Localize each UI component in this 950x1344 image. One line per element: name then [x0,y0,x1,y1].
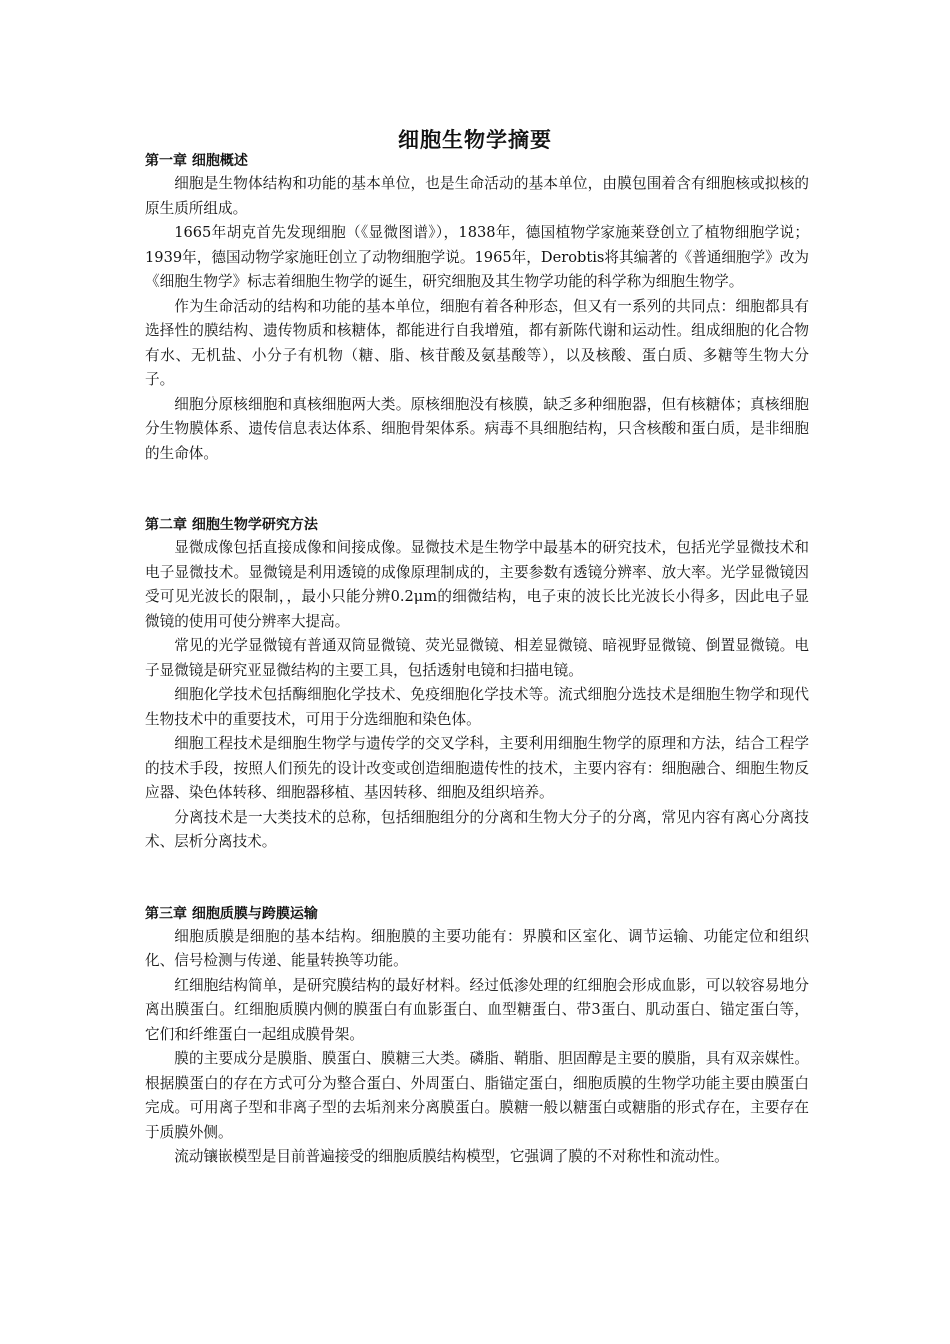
paragraph: 细胞工程技术是细胞生物学与遗传学的交叉学科，主要利用细胞生物学的原理和方法，结合工程学的技术手段，按照人们预先的设计改变或创造细胞遗传性的技术，主要内容有：细胞融合、细胞生物反应器、染色体转移、细胞器移植、基因转移、细胞及组织培养。 [145,735,809,801]
chapter-2 [145,514,809,855]
paragraph: 红细胞结构简单，是研究膜结构的最好材料。经过低渗处理的红细胞会形成血影，可以较容易地分离出膜蛋白。红细胞质膜内侧的膜蛋白有血影蛋白、血型糖蛋白、带3蛋白、肌动蛋白、锚定蛋白等，它们和纤维蛋白一起组成膜骨架。 [145,976,809,1043]
paragraph: 常见的光学显微镜有普通双筒显微镜、荧光显微镜、相差显微镜、暗视野显微镜、倒置显微镜。电子显微镜是研究亚显微结构的主要工具，包括透射电镜和扫描电镜。 [145,637,809,679]
paragraph: 作为生命活动的结构和功能的基本单位，细胞有着各种形态，但又有一系列的共同点：细胞都具有选择性的膜结构、遗传物质和核糖体，都能进行自我增殖，都有新陈代谢和运动性。组成细胞的化合物有水、无机盐、小分子有机物（糖、脂、核苷酸及氨基酸等），以及核酸、蛋白质、多糖等生物大分子。 [145,297,809,388]
chapter-spacer [145,466,809,514]
paragraph: 流动镶嵌模型是目前普遍接受的细胞质膜结构模型，它强调了膜的不对称性和流动性。 [174,1148,729,1165]
document-title: 细胞生物学摘要 [398,127,552,152]
paragraph: 分离技术是一大类技术的总称，包括细胞组分的分离和生物大分子的分离，常见内容有离心分离技术、层析分离技术。 [145,808,809,850]
paragraph: 细胞是生物体结构和功能的基本单位，也是生命活动的基本单位，由膜包围着含有细胞核或拟核的原生质所组成。 [145,175,809,217]
paragraph: 细胞质膜是细胞的基本结构。细胞膜的主要功能有：界膜和区室化、调节运输、功能定位和组织化、信号检测与传递、能量转换等功能。 [145,927,809,969]
chapter-heading: 第二章 细胞生物学研究方法 [145,517,318,533]
paragraph: 显微成像包括直接成像和间接成像。显微技术是生物学中最基本的研究技术，包括光学显微技术和电子显微技术。显微镜是利用透镜的成像原理制成的，主要参数有透镜分辨率、放大率。光学显微镜因受可见光波长的限制，，最小只能分辨0.2μm的细微结构，电子束的波长比光波长小得多，因此电子显微镜的使用可使分辨率大提高。 [145,539,809,630]
document-body [145,150,809,1170]
paragraph: 1665年胡克首先发现细胞（《显微图谱》），1838年，德国植物学家施莱登创立了植物细胞学说；1939年，德国动物学家施旺创立了动物细胞学说。1965年，Derobtis将其编著的《普通细胞学》改为《细胞生物学》标志着细胞生物学的诞生，研究细胞及其生物学功能的科学称为细胞生物学。 [145,224,809,290]
chapter-heading: 第三章 细胞质膜与跨膜运输 [145,905,318,922]
paragraph: 膜的主要成分是膜脂、膜蛋白、膜糖三大类。磷脂、鞘脂、胆固醇是主要的膜脂，具有双亲媒性。根据膜蛋白的存在方式可分为整合蛋白、外周蛋白、脂锚定蛋白，细胞质膜的生物学功能主要由膜蛋白完成。可用离子型和非离子型的去垢剂来分离膜蛋白。膜糖一般以糖蛋白或糖脂的形式存在，主要存在于质膜外侧。 [145,1050,809,1141]
chapter-1 [145,150,809,466]
chapter-spacer [145,855,809,903]
paragraph: 细胞化学技术包括酶细胞化学技术、免疫细胞化学技术等。流式细胞分选技术是细胞生物学和现代生物技术中的重要技术，可用于分选细胞和染色体。 [145,686,809,728]
paragraph: 细胞分原核细胞和真核细胞两大类。原核细胞没有核膜，缺乏多种细胞器，但有核糖体；真核细胞分生物膜体系、遗传信息表达体系、细胞骨架体系。病毒不具细胞结构，只含核酸和蛋白质，是非细胞的生命体。 [145,395,809,462]
chapter-heading: 第一章 细胞概述 [145,153,248,169]
chapter-3 [145,903,809,1170]
